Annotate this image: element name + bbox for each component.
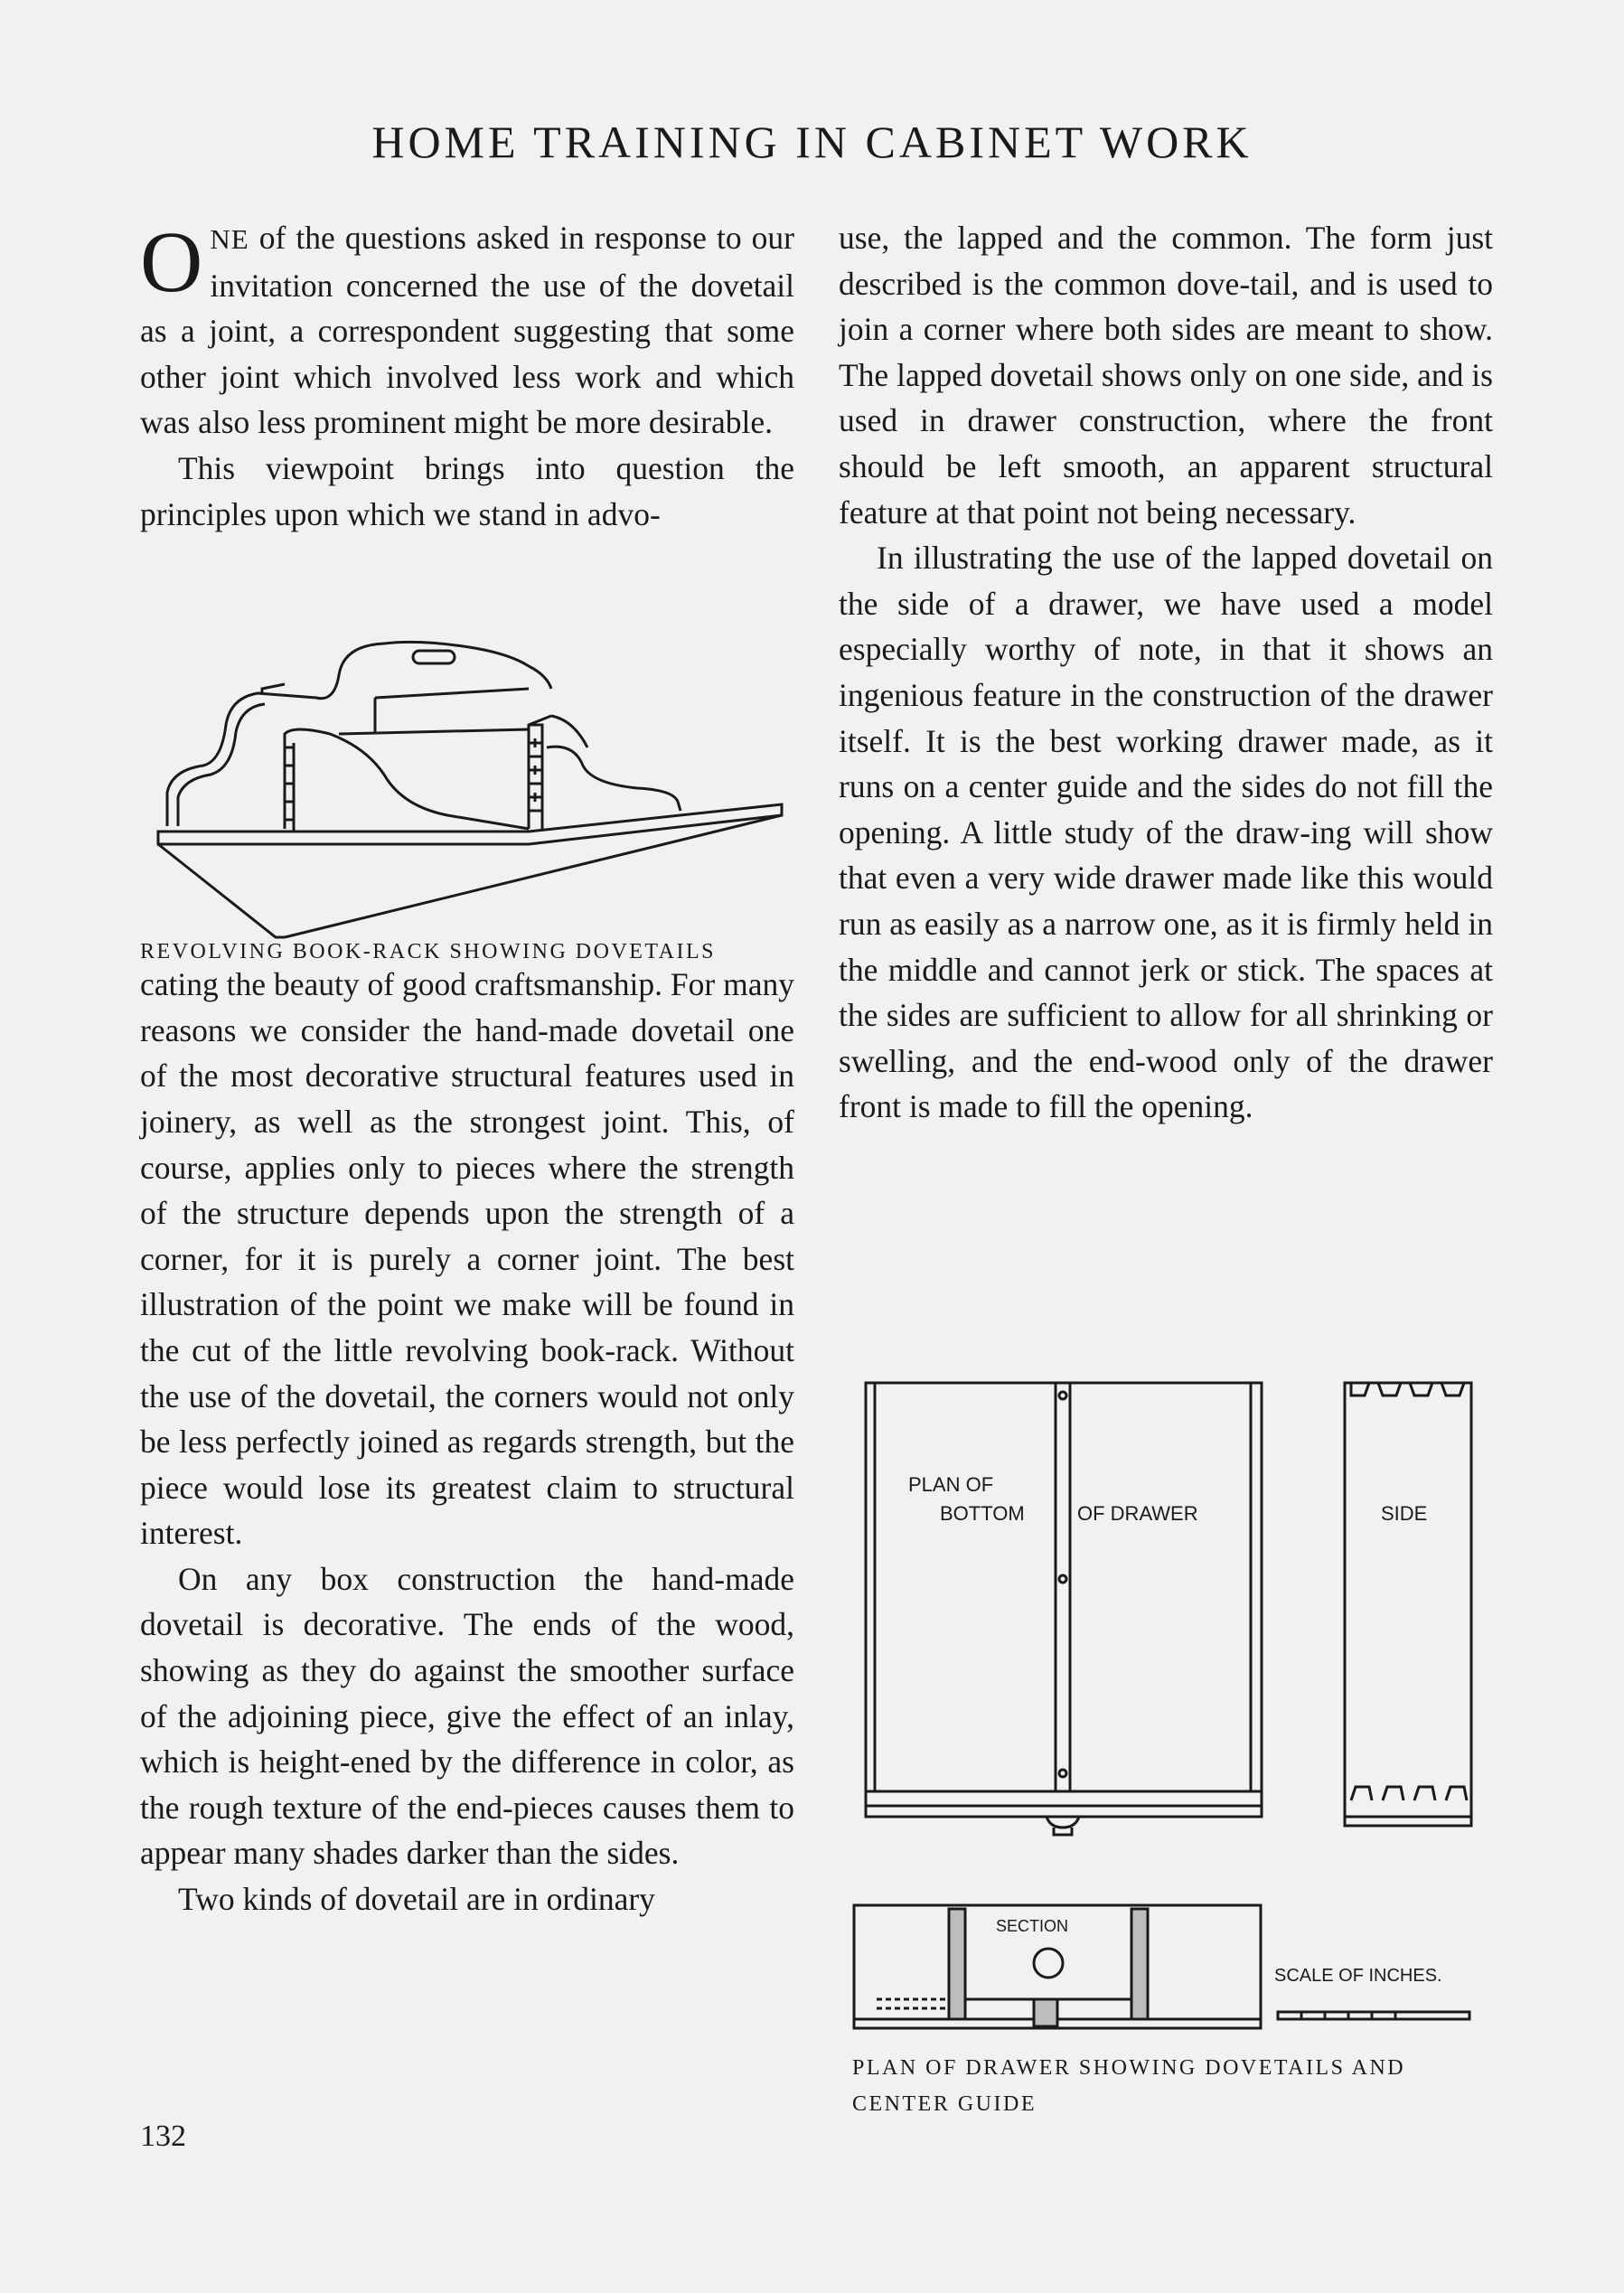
- drawer-plan-illustration: [850, 1376, 1482, 2044]
- paragraph-r2: In illustrating the use of the lapped dovetail on the side of a drawer, we have used a model especially worthy of note, in that it shows an ingenious feature in the construction of the drawer itself. It is the best working drawer made, as it runs on a center guide and the sides do not fill the opening. A little study of the draw-ing will show that even a very wide drawer made like this would run as easily as a narrow one, as it is firmly held in the middle and cannot jerk or stick. The spaces at the sides are sufficient to allow for all shrinking or swelling, and the end-wood only of the drawer front is made to fill the opening.: [839, 540, 1493, 1125]
- drawer-bottom-outline: [866, 1383, 1262, 1817]
- page-number: 132: [140, 2119, 186, 2153]
- drop-cap: O: [140, 213, 203, 310]
- paragraph-1-text: of the questions asked in response to our invitation concerned the use of the dovetail as a joint, a correspondent suggesting that some other joint which involved less work and which was also less prominent might be more desirable.: [140, 220, 794, 441]
- label-scale: SCALE OF INCHES.: [1274, 1966, 1442, 1986]
- scale-bar: [1278, 2012, 1469, 2019]
- drawer-caption: PLAN OF DRAWER SHOWING DOVETAILS AND CENTER GUIDE: [852, 2056, 1406, 2116]
- drop-cap-rest: NE: [210, 223, 249, 255]
- paragraph-1: [140, 215, 794, 446]
- label-plan-of: PLAN OF: [908, 1473, 994, 1496]
- label-bottom: BOTTOM: [940, 1502, 1025, 1525]
- label-section: SECTION: [996, 1917, 1069, 1935]
- right-column: [839, 215, 1493, 1130]
- bookrack-caption: REVOLVING BOOK-RACK SHOWING DOVETAILS: [140, 940, 716, 963]
- drawer-side-outline: [1345, 1383, 1471, 1826]
- paragraph-4: On any box construction the hand-made dovetail is decorative. The ends of the wood, showing as they do against the smoother surface of the adjoining piece, give the effect of an inlay, which is height-ened by the difference in color, as the rough texture of the end-pieces causes them to appear many shades darker than the sides.: [140, 1560, 794, 1872]
- paragraph-2: This viewpoint brings into question the principles upon which we stand in advo-: [140, 449, 794, 532]
- page-header: HOME TRAINING IN CABINET WORK: [371, 117, 1253, 167]
- bookrack-illustration: [149, 589, 791, 942]
- paragraph-5: Two kinds of dovetail are in ordinary: [178, 1881, 655, 1918]
- left-column: [140, 215, 794, 1922]
- paragraph-3: cating the beauty of good craftsmanship. For many reasons we consider the hand-made dovetail one of the most decorative structural features used in joinery, as well as the strongest joint. This, of course, applies only to pieces where the strength of the structure depends upon the strength of a corner, for it is purely a corner joint. The best illustration of the point we make will be found in the cut of the little revolving book-rack. Without the use of the dovetail, the corners would not only be less perfectly joined as regards strength, but the piece would lose its greatest claim to structural interest.: [140, 966, 794, 1552]
- label-side: SIDE: [1381, 1502, 1428, 1525]
- label-of-drawer: OF DRAWER: [1077, 1502, 1198, 1525]
- paragraph-r1: use, the lapped and the common. The form just described is the common dove-tail, and is used to join a corner where both sides are meant to show. The lapped dovetail shows only on one side, and is used in drawer construction, where the front should be left smooth, an apparent structural feature at that point not being necessary.: [839, 220, 1493, 531]
